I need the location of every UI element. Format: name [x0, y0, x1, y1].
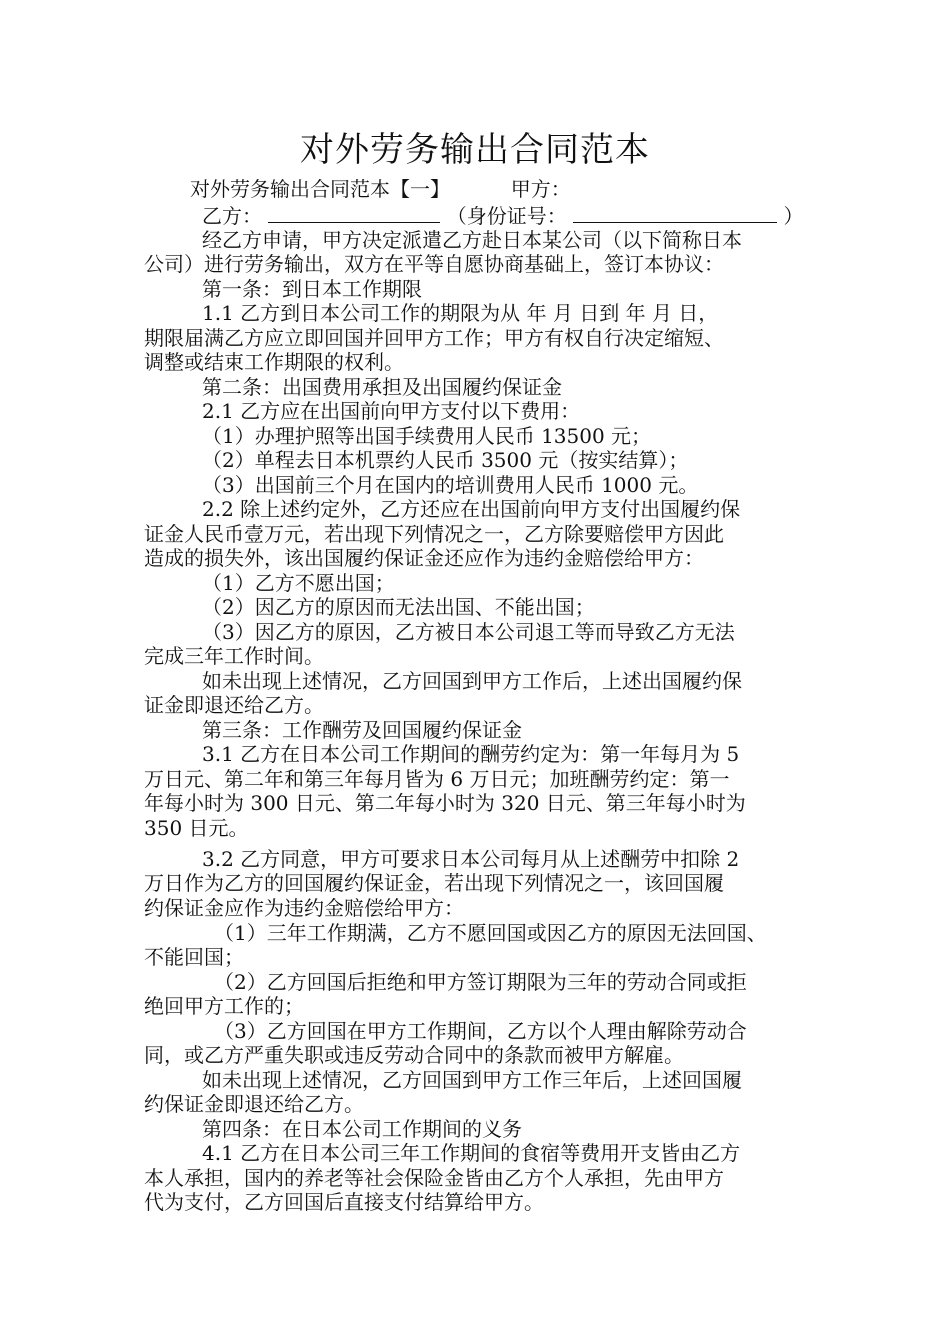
body-line: 证金人民币壹万元，若出现下列情况之一，乙方除要赔偿甲方因此	[144, 522, 724, 546]
article-heading: 第四条：在日本公司工作期间的义务	[202, 1117, 522, 1141]
body-line: （3）因乙方的原因，乙方被日本公司退工等而导致乙方无法	[202, 620, 735, 644]
body-line: 1.1 乙方到日本公司工作的期限为从 年 月 日到 年 月 日，	[202, 301, 719, 325]
id-number-open: （身份证号：	[446, 204, 567, 228]
body-line: 350 日元。	[144, 816, 249, 840]
body-line: 3.1 乙方在日本公司工作期间的酬劳约定为：第一年每月为 5	[202, 742, 740, 766]
body-line: 3.2 乙方同意，甲方可要求日本公司每月从上述酬劳中扣除 2	[202, 847, 740, 871]
id-number-close: ）	[783, 204, 804, 228]
id-number-blank[interactable]	[573, 203, 777, 223]
party-b-line	[202, 203, 803, 228]
article-heading: 第一条：到日本工作期限	[202, 277, 422, 301]
body-line: 完成三年工作时间。	[144, 644, 324, 668]
body-line: 万日元、第二年和第三年每月皆为 6 万日元；加班酬劳约定：第一	[144, 767, 730, 791]
body-line: 本人承担，国内的养老等社会保险金皆由乙方个人承担，先由甲方	[144, 1166, 724, 1190]
body-line: 期限届满乙方应立即回国并回甲方工作；甲方有权自行决定缩短、	[144, 326, 724, 350]
body-line: 2.2 除上述约定外，乙方还应在出国前向甲方支付出国履约保	[202, 497, 741, 521]
body-line: 绝回甲方工作的；	[144, 994, 304, 1018]
body-line: 代为支付，乙方回国后直接支付结算给甲方。	[144, 1190, 544, 1214]
article-heading: 第三条：工作酬劳及回国履约保证金	[202, 718, 522, 742]
subtitle: 对外劳务输出合同范本【一】	[190, 177, 450, 201]
party-a-label: 甲方：	[510, 177, 571, 201]
party-b-name-blank[interactable]	[268, 203, 440, 223]
body-line: 同，或乙方严重失职或违反劳动合同中的条款而被甲方解雇。	[144, 1043, 684, 1067]
body-line: 证金即退还给乙方。	[144, 693, 324, 717]
body-line: 造成的损失外，该出国履约保证金还应作为违约金赔偿给甲方：	[144, 546, 704, 570]
body-line: 4.1 乙方在日本公司三年工作期间的食宿等费用开支皆由乙方	[202, 1141, 741, 1165]
document-title: 对外劳务输出合同范本	[300, 130, 650, 170]
body-line: 经乙方申请，甲方决定派遣乙方赴日本某公司（以下简称日本	[202, 228, 742, 252]
body-line: 如未出现上述情况，乙方回国到甲方工作后，上述出国履约保	[202, 669, 742, 693]
body-line: 调整或结束工作期限的权利。	[144, 350, 404, 374]
article-heading: 第二条：出国费用承担及出国履约保证金	[202, 375, 562, 399]
body-line: 年每小时为 300 日元、第二年每小时为 320 日元、第三年每小时为	[144, 791, 746, 815]
body-line: 2.1 乙方应在出国前向甲方支付以下费用：	[202, 399, 581, 423]
body-line: 公司）进行劳务输出，双方在平等自愿协商基础上，签订本协议：	[144, 252, 724, 276]
body-line: 约保证金即退还给乙方。	[144, 1092, 364, 1116]
body-line: （1）乙方不愿出国；	[202, 571, 395, 595]
body-line: （2）乙方回国后拒绝和甲方签订期限为三年的劳动合同或拒	[214, 970, 747, 994]
body-line: 万日作为乙方的回国履约保证金，若出现下列情况之一，该回国履	[144, 871, 724, 895]
body-line: （1）办理护照等出国手续费用人民币 13500 元；	[202, 424, 652, 448]
body-line: （3）出国前三个月在国内的培训费用人民币 1000 元。	[202, 473, 699, 497]
body-line: （2）因乙方的原因而无法出国、不能出国；	[202, 595, 595, 619]
body-line: （2）单程去日本机票约人民币 3500 元（按实结算）；	[202, 448, 689, 472]
body-line: （1）三年工作期满，乙方不愿回国或因乙方的原因无法回国、	[214, 921, 767, 945]
body-line: 如未出现上述情况，乙方回国到甲方工作三年后，上述回国履	[202, 1068, 742, 1092]
party-b-label: 乙方：	[202, 204, 262, 228]
intro-line	[190, 177, 571, 201]
body-line: （3）乙方回国在甲方工作期间，乙方以个人理由解除劳动合	[214, 1019, 747, 1043]
body-line: 不能回国；	[144, 945, 244, 969]
body-line: 约保证金应作为违约金赔偿给甲方：	[144, 896, 464, 920]
